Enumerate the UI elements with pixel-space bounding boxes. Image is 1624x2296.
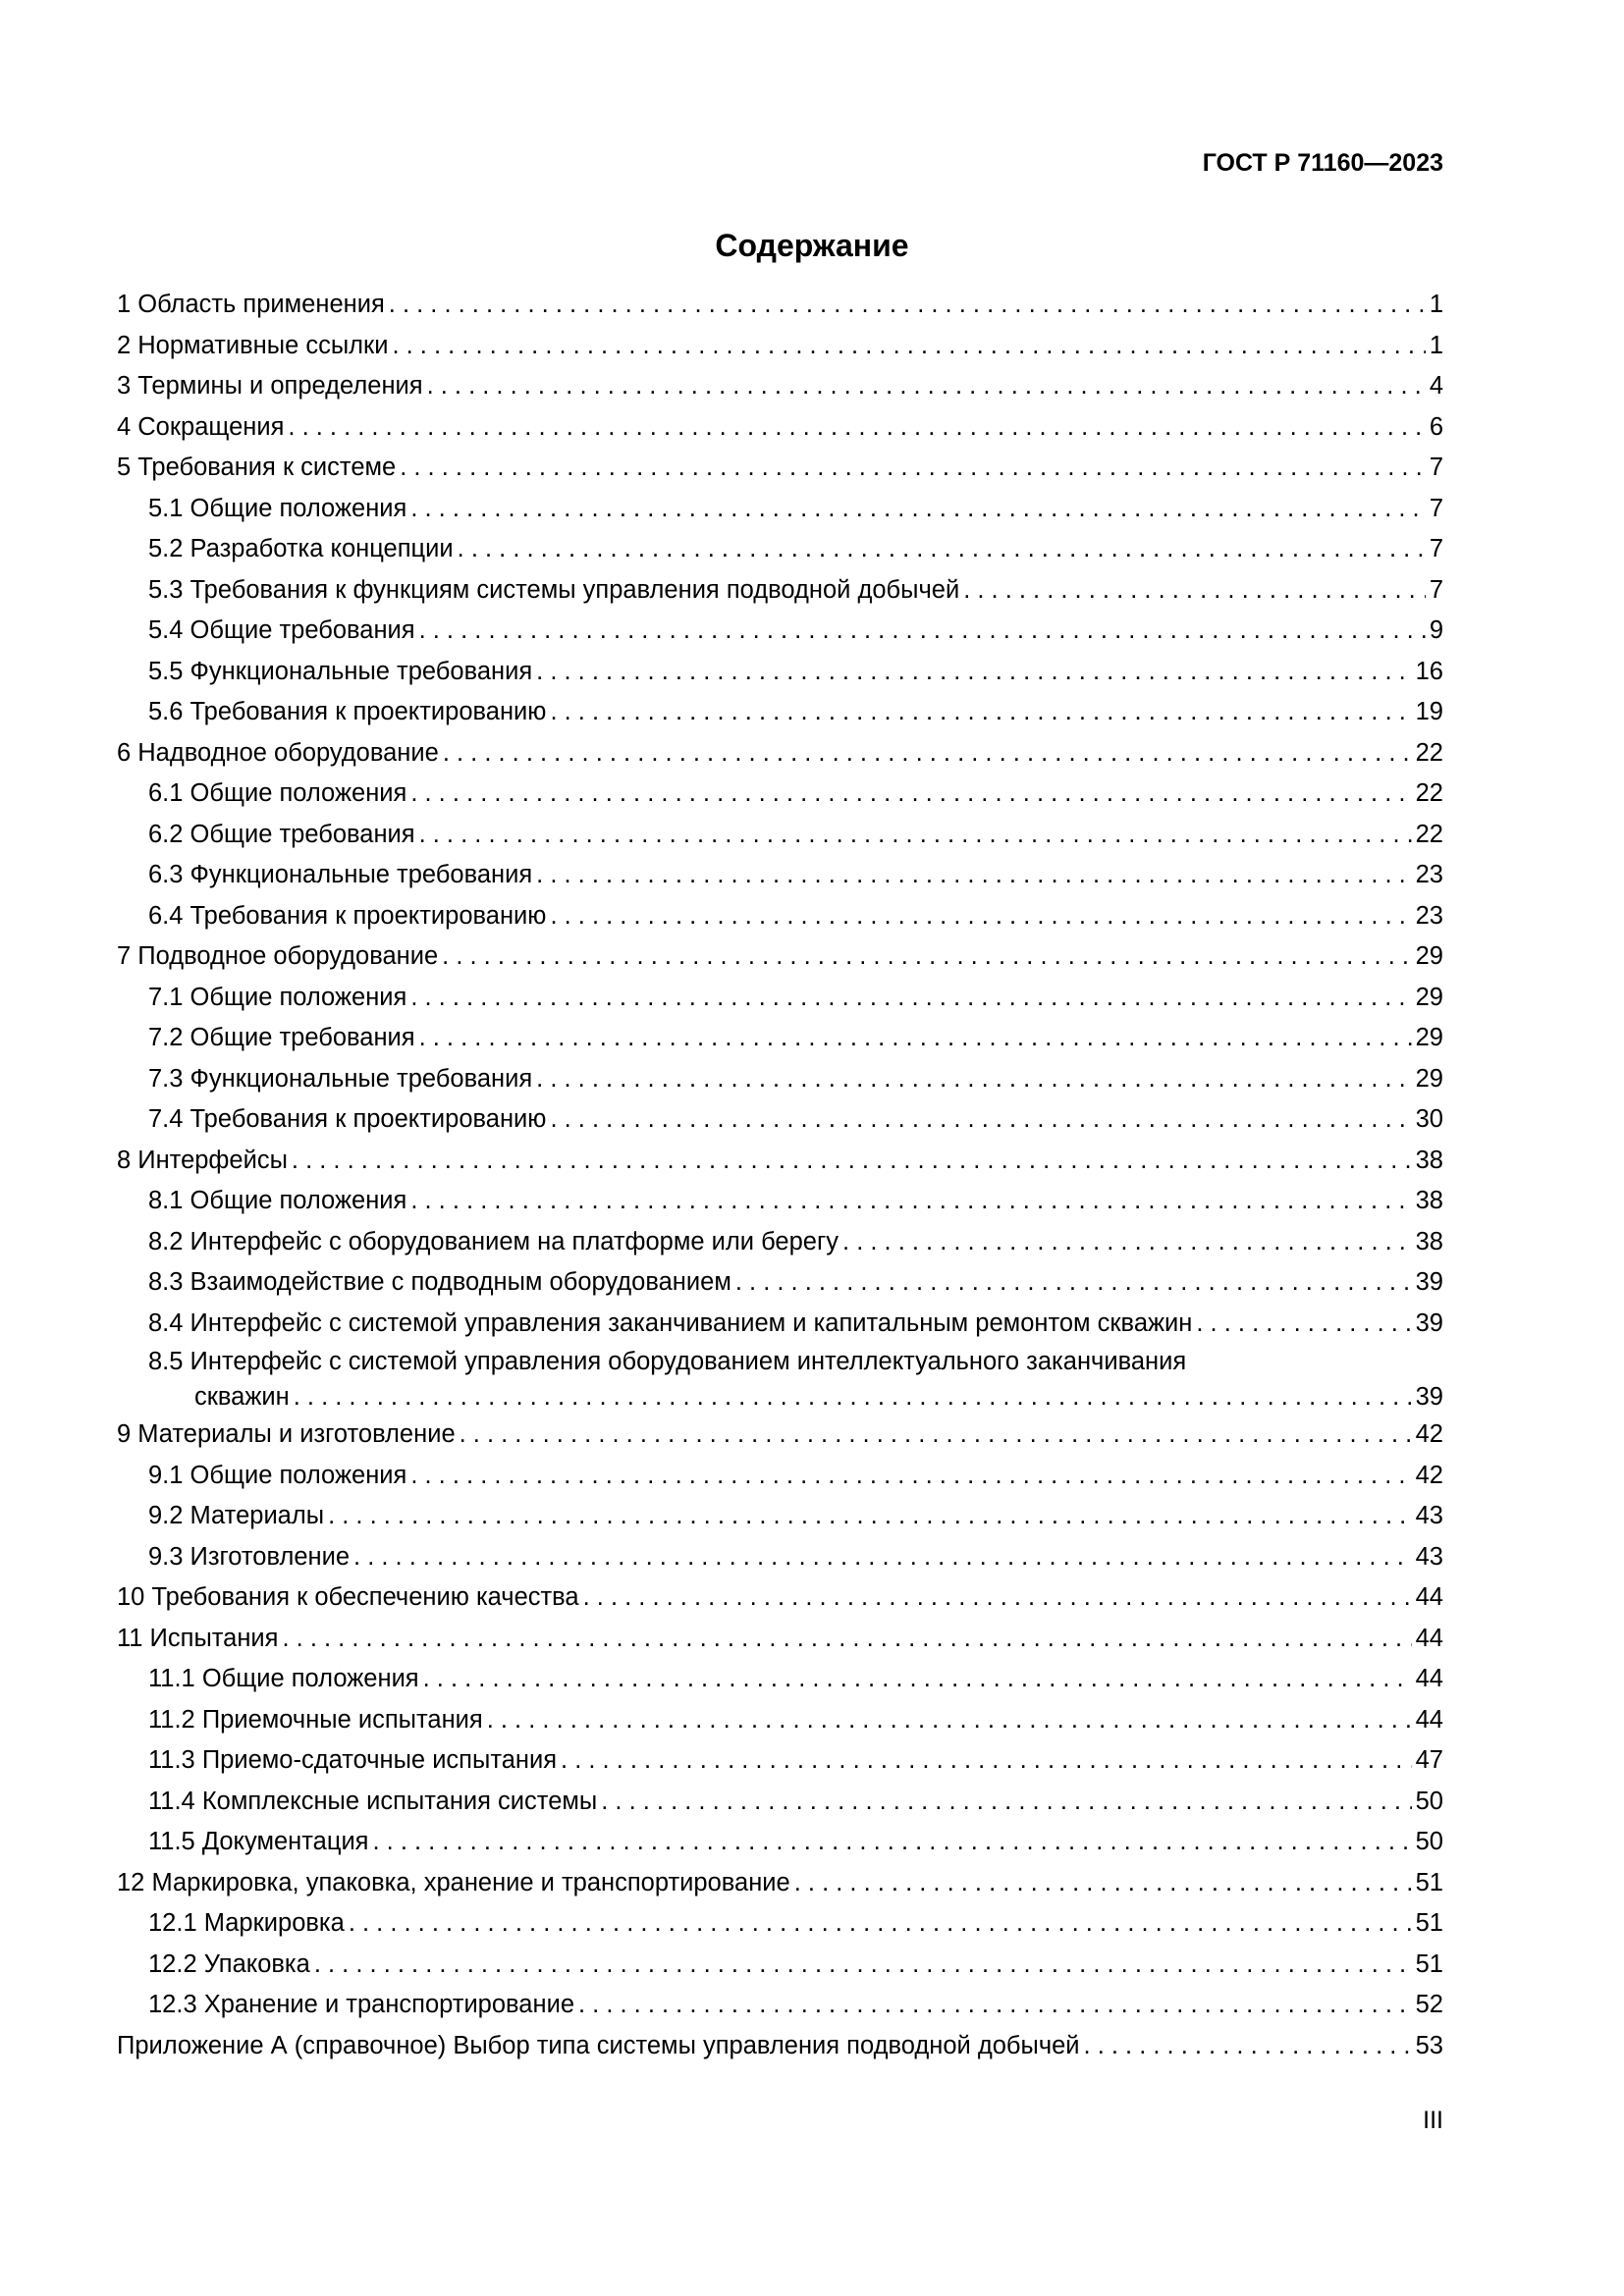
- toc-entry-title: 6 Надводное оборудование: [117, 738, 439, 767]
- toc-entry-page: 29: [1415, 942, 1443, 970]
- toc-entry[interactable]: [117, 774, 1443, 815]
- toc-entry[interactable]: [117, 1659, 1443, 1700]
- toc-entry-title: 8 Интерфейсы: [117, 1146, 288, 1174]
- toc-entry-page: 7: [1429, 575, 1443, 604]
- toc-entry-title: 7.4 Требования к проектированию: [148, 1105, 547, 1133]
- leader-dots: [794, 1863, 1412, 1904]
- toc-entry[interactable]: [117, 1415, 1443, 1456]
- leader-dots: [443, 733, 1412, 774]
- toc-entry-title: Приложение А (справочное) Выбор типа системы управления подводной добычей: [117, 2031, 1080, 2059]
- toc-entry-page: 38: [1415, 1146, 1443, 1174]
- toc-entry-title: 7 Подводное оборудование: [117, 942, 439, 970]
- toc-entry-page: 44: [1415, 1583, 1443, 1611]
- toc-entry[interactable]: [117, 1945, 1443, 1986]
- toc-entry-title: 11.3 Приемо-сдаточные испытания: [148, 1746, 558, 1774]
- leader-dots: [423, 1659, 1412, 1700]
- toc-entry-page: 29: [1415, 983, 1443, 1011]
- toc-entry[interactable]: [117, 855, 1443, 896]
- leader-dots: [458, 529, 1426, 570]
- leader-dots: [294, 1379, 1412, 1415]
- toc-entry-title: 7.1 Общие положения: [148, 983, 407, 1011]
- toc-entry-page: 7: [1429, 494, 1443, 522]
- toc-entry-page: 42: [1415, 1461, 1443, 1489]
- toc-entry[interactable]: [117, 1344, 1443, 1415]
- toc-entry-page: 29: [1415, 1024, 1443, 1051]
- leader-dots: [536, 855, 1411, 896]
- toc-entry[interactable]: [117, 936, 1443, 978]
- toc-entry[interactable]: [117, 692, 1443, 733]
- leader-dots: [410, 489, 1425, 530]
- toc-entry-page: 44: [1415, 1665, 1443, 1692]
- toc-entry-page: 44: [1415, 1624, 1443, 1652]
- toc-entry-page: 29: [1415, 1064, 1443, 1093]
- toc-entry-page: 42: [1415, 1420, 1443, 1448]
- toc-entry-title: 9.1 Общие положения: [148, 1461, 407, 1489]
- toc-entry[interactable]: [117, 1985, 1443, 2026]
- toc-entry[interactable]: [117, 652, 1443, 693]
- leader-dots: [561, 1740, 1412, 1782]
- toc-entry-page: 16: [1415, 657, 1443, 685]
- toc-entry-title: 6.4 Требования к проектированию: [148, 901, 547, 930]
- leader-dots: [419, 815, 1412, 856]
- toc-entry[interactable]: [117, 570, 1443, 612]
- toc-entry-title: 6.2 Общие требования: [148, 820, 415, 848]
- leader-dots: [735, 1262, 1412, 1304]
- leader-dots: [288, 407, 1425, 449]
- toc-entry-title: 2 Нормативные ссылки: [117, 331, 389, 359]
- leader-dots: [392, 326, 1425, 367]
- toc-entry-title: 5 Требования к системе: [117, 454, 397, 481]
- toc-entry-title: 11.1 Общие положения: [148, 1665, 419, 1692]
- leader-dots: [282, 1619, 1411, 1660]
- page-title: Содержание: [715, 228, 909, 263]
- toc-entry[interactable]: [117, 1496, 1443, 1537]
- leader-dots: [536, 652, 1411, 693]
- toc-entry-page: 52: [1415, 1991, 1443, 2018]
- leader-dots: [353, 1537, 1412, 1578]
- leader-dots: [1196, 1304, 1411, 1345]
- toc-entry-title: 3 Термины и определения: [117, 372, 423, 400]
- toc-entry-page: 6: [1429, 412, 1443, 441]
- leader-dots: [442, 936, 1411, 978]
- toc-entry-page: 1: [1429, 291, 1443, 318]
- leader-dots: [550, 692, 1411, 733]
- toc-entry-page: 51: [1415, 1868, 1443, 1896]
- toc-entry-title: 7.3 Функциональные требования: [148, 1064, 533, 1093]
- toc-entry[interactable]: [117, 448, 1443, 489]
- toc-entry[interactable]: [117, 1222, 1443, 1263]
- toc-entry-page: 38: [1415, 1227, 1443, 1255]
- toc-entry-page: 23: [1415, 861, 1443, 888]
- toc-entry-page: 50: [1415, 1828, 1443, 1855]
- toc-entry-title: 6.3 Функциональные требования: [148, 861, 533, 888]
- toc-entry-title: 9.3 Изготовление: [148, 1542, 351, 1571]
- leader-dots: [419, 1018, 1412, 1059]
- toc-entry[interactable]: [117, 529, 1443, 570]
- toc-entry[interactable]: [117, 1456, 1443, 1497]
- leader-dots: [292, 1141, 1412, 1182]
- toc-entry-title: 12.1 Маркировка: [148, 1909, 345, 1937]
- toc-entry-title: 9 Материалы и изготовление: [117, 1420, 456, 1448]
- toc-entry-title: 8.4 Интерфейс с системой управления заканчиванием и капитальным ремонтом скважин: [148, 1308, 1193, 1337]
- toc-entry[interactable]: [117, 896, 1443, 937]
- toc-entry[interactable]: [117, 1822, 1443, 1863]
- page-number: III: [1423, 2107, 1443, 2134]
- toc-entry-title: 1 Область применения: [117, 291, 385, 318]
- toc-entry-title: 5.4 Общие требования: [148, 616, 415, 644]
- toc-entry-title: 10 Требования к обеспечению качества: [117, 1583, 579, 1611]
- leader-dots: [578, 1985, 1412, 2026]
- toc-entry[interactable]: [117, 489, 1443, 530]
- toc-entry-title: 9.2 Материалы: [148, 1502, 325, 1529]
- leader-dots: [963, 570, 1426, 612]
- toc-entry-page: 39: [1415, 1383, 1443, 1411]
- toc-entry-page: 7: [1429, 535, 1443, 562]
- toc-entry[interactable]: [117, 733, 1443, 774]
- toc-entry-title: 5.5 Функциональные требования: [148, 657, 533, 685]
- leader-dots: [410, 978, 1411, 1019]
- toc-entry[interactable]: [117, 1304, 1443, 1345]
- toc-entry-title: 5.1 Общие положения: [148, 494, 407, 522]
- toc-entry-title: 4 Сокращения: [117, 412, 285, 441]
- toc-entry-title: 11.5 Документация: [148, 1828, 369, 1855]
- toc-entry-title: 12 Маркировка, упаковка, хранение и транспортирование: [117, 1868, 790, 1896]
- toc-entry[interactable]: [117, 1018, 1443, 1059]
- toc-entry-page: 44: [1415, 1705, 1443, 1734]
- toc-entry-page: 53: [1415, 2031, 1443, 2059]
- toc-entry-title: 7.2 Общие требования: [148, 1024, 415, 1051]
- toc-entry-page: 43: [1415, 1542, 1443, 1571]
- toc-entry-page: 4: [1429, 372, 1443, 400]
- leader-dots: [427, 366, 1426, 407]
- toc-entry[interactable]: [117, 1577, 1443, 1619]
- leader-dots: [583, 1577, 1412, 1619]
- toc-entry[interactable]: [117, 1262, 1443, 1304]
- leader-dots: [536, 1059, 1411, 1100]
- toc-entry[interactable]: [117, 815, 1443, 856]
- toc-entry[interactable]: [117, 1619, 1443, 1660]
- leader-dots: [314, 1945, 1412, 1986]
- leader-dots: [842, 1222, 1412, 1263]
- toc-entry-page: 51: [1415, 1909, 1443, 1937]
- toc-entry[interactable]: [117, 978, 1443, 1019]
- toc-entry-page: 30: [1415, 1105, 1443, 1133]
- toc-entry[interactable]: [117, 1181, 1443, 1222]
- toc-entry[interactable]: [117, 2026, 1443, 2067]
- leader-dots: [487, 1700, 1412, 1741]
- leader-dots: [389, 285, 1426, 326]
- leader-dots: [410, 774, 1411, 815]
- toc-entry[interactable]: [117, 285, 1443, 326]
- toc-entry[interactable]: [117, 407, 1443, 449]
- toc-entry-title: 8.3 Взаимодействие с подводным оборудованием: [148, 1268, 731, 1296]
- toc-entry[interactable]: [117, 611, 1443, 652]
- toc-entry-page: 9: [1429, 616, 1443, 644]
- table-of-contents: [117, 285, 1443, 2066]
- leader-dots: [1084, 2026, 1412, 2067]
- leader-dots: [410, 1181, 1411, 1222]
- leader-dots: [328, 1496, 1412, 1537]
- toc-entry[interactable]: [117, 1059, 1443, 1100]
- toc-entry-page: 51: [1415, 1949, 1443, 1978]
- toc-entry-page: 19: [1415, 698, 1443, 725]
- toc-entry-title: 5.6 Требования к проектированию: [148, 698, 547, 725]
- toc-entry-title: 8.2 Интерфейс с оборудованием на платформе или берегу: [148, 1227, 839, 1255]
- leader-dots: [349, 1903, 1412, 1945]
- toc-entry-title: 6.1 Общие положения: [148, 779, 407, 807]
- toc-entry[interactable]: [117, 1099, 1443, 1141]
- toc-entry-title: 12.2 Упаковка: [148, 1949, 310, 1978]
- toc-entry[interactable]: [117, 1782, 1443, 1823]
- toc-entry-page: 38: [1415, 1187, 1443, 1214]
- toc-entry-title: 11.2 Приемочные испытания: [148, 1705, 483, 1734]
- leader-dots: [550, 896, 1411, 937]
- toc-entry-page: 22: [1415, 738, 1443, 767]
- toc-entry-title: 12.3 Хранение и транспортирование: [148, 1991, 574, 2018]
- toc-entry-title-continued: скважин: [194, 1383, 290, 1411]
- toc-entry-page: 43: [1415, 1502, 1443, 1529]
- toc-entry[interactable]: [117, 1903, 1443, 1945]
- toc-entry-title: 8.1 Общие положения: [148, 1187, 407, 1214]
- leader-dots: [419, 611, 1426, 652]
- leader-dots: [460, 1415, 1412, 1456]
- toc-entry-title: 8.5 Интерфейс с системой управления оборудованием интеллектуального заканчивания: [148, 1348, 1187, 1375]
- toc-entry-title: 5.2 Разработка концепции: [148, 535, 454, 562]
- leader-dots: [373, 1822, 1412, 1863]
- toc-entry[interactable]: [117, 366, 1443, 407]
- toc-entry-page: 7: [1429, 454, 1443, 481]
- toc-entry-page: 22: [1415, 820, 1443, 848]
- toc-entry-title: 5.3 Требования к функциям системы управления подводной добычей: [148, 575, 960, 604]
- document-id: ГОСТ Р 71160—2023: [1202, 149, 1443, 177]
- toc-entry[interactable]: [117, 1537, 1443, 1578]
- toc-entry[interactable]: [117, 1740, 1443, 1782]
- leader-dots: [400, 448, 1426, 489]
- toc-entry-title: 11.4 Комплексные испытания системы: [148, 1787, 598, 1815]
- leader-dots: [601, 1782, 1411, 1823]
- toc-entry-page: 22: [1415, 779, 1443, 807]
- toc-entry[interactable]: [117, 1863, 1443, 1904]
- toc-entry[interactable]: [117, 1141, 1443, 1182]
- toc-entry[interactable]: [117, 326, 1443, 367]
- toc-entry-title: 11 Испытания: [117, 1624, 279, 1652]
- leader-dots: [550, 1099, 1411, 1141]
- toc-entry-page: 23: [1415, 901, 1443, 930]
- toc-entry-page: 50: [1415, 1787, 1443, 1815]
- toc-entry-page: 1: [1429, 331, 1443, 359]
- toc-entry[interactable]: [117, 1700, 1443, 1741]
- toc-entry-page: 39: [1415, 1308, 1443, 1337]
- leader-dots: [410, 1456, 1411, 1497]
- toc-entry-page: 47: [1415, 1746, 1443, 1774]
- toc-entry-page: 39: [1415, 1268, 1443, 1296]
